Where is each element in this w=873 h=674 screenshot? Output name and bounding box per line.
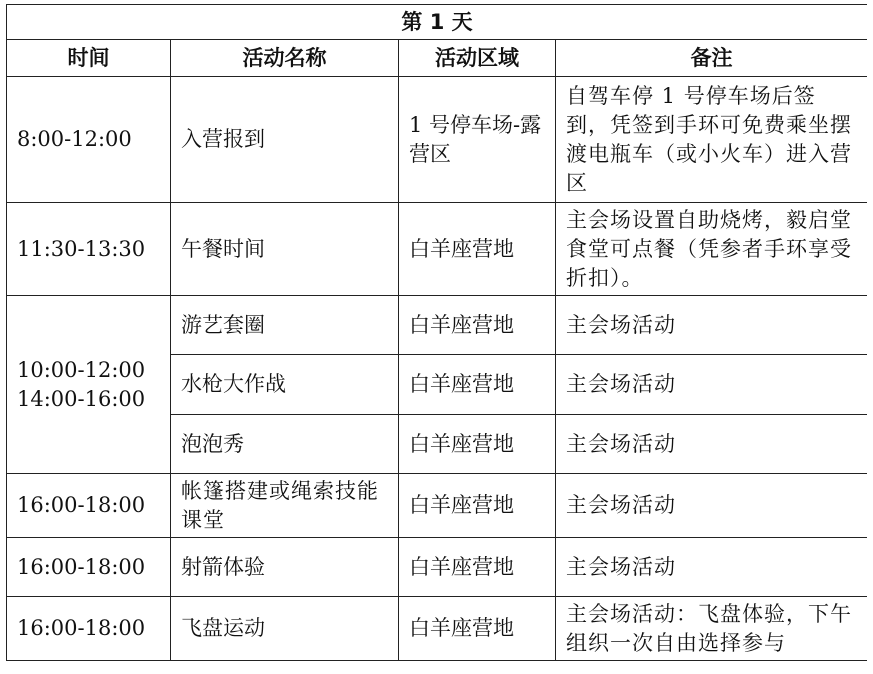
cell-area: 1 号停车场-露营区: [399, 77, 556, 203]
cell-area: 白羊座营地: [399, 203, 556, 296]
cell-time-merged: [7, 296, 171, 474]
cell-note: 主会场设置自助烧烤，毅启堂食堂可点餐（凭参者手环享受折扣）。: [556, 203, 868, 296]
cell-activity: 水枪大作战: [171, 355, 399, 415]
cell-activity: 帐篷搭建或绳索技能课堂: [171, 474, 399, 538]
cell-note: 主会场活动: [556, 355, 868, 415]
cell-activity: 泡泡秀: [171, 415, 399, 474]
cell-time: 16:00-18:00: [7, 597, 171, 661]
cell-time: 16:00-18:00: [7, 474, 171, 538]
schedule-table: [6, 4, 867, 661]
cell-note: 自驾车停 1 号停车场后签到，凭签到手环可免费乘坐摆渡电瓶车（或小火车）进入营区: [556, 77, 868, 203]
header-time: 时间: [7, 40, 171, 77]
time-line-morning: 10:00-12:00: [17, 357, 146, 382]
schedule-document: [6, 4, 867, 674]
cell-area: 白羊座营地: [399, 415, 556, 474]
cell-area: 白羊座营地: [399, 296, 556, 355]
table-row: [7, 203, 868, 296]
time-line-afternoon: 14:00-16:00: [17, 386, 146, 411]
table-row: [7, 77, 868, 203]
cell-activity: 入营报到: [171, 77, 399, 203]
cell-time: 16:00-18:00: [7, 538, 171, 597]
cell-activity: 游艺套圈: [171, 296, 399, 355]
header-note: 备注: [556, 40, 868, 77]
cell-note: 主会场活动：飞盘体验，下午组织一次自由选择参与: [556, 597, 868, 661]
table-row: [7, 538, 868, 597]
cell-time: 8:00-12:00: [7, 77, 171, 203]
cell-area: 白羊座营地: [399, 538, 556, 597]
cell-area: 白羊座营地: [399, 597, 556, 661]
cell-area: 白羊座营地: [399, 355, 556, 415]
cell-activity: 午餐时间: [171, 203, 399, 296]
table-row: [7, 474, 868, 538]
header-row: [7, 40, 868, 77]
cell-note: 主会场活动: [556, 415, 868, 474]
table-row: [7, 296, 868, 355]
day-title: 第 1 天: [7, 5, 868, 40]
cell-note: 主会场活动: [556, 474, 868, 538]
day-title-row: [7, 5, 868, 40]
cell-area: 白羊座营地: [399, 474, 556, 538]
cell-time: 11:30-13:30: [7, 203, 171, 296]
cell-activity: 射箭体验: [171, 538, 399, 597]
cell-note: 主会场活动: [556, 538, 868, 597]
header-area: 活动区域: [399, 40, 556, 77]
table-row: [7, 597, 868, 661]
cell-note: 主会场活动: [556, 296, 868, 355]
cell-activity: 飞盘运动: [171, 597, 399, 661]
header-activity: 活动名称: [171, 40, 399, 77]
